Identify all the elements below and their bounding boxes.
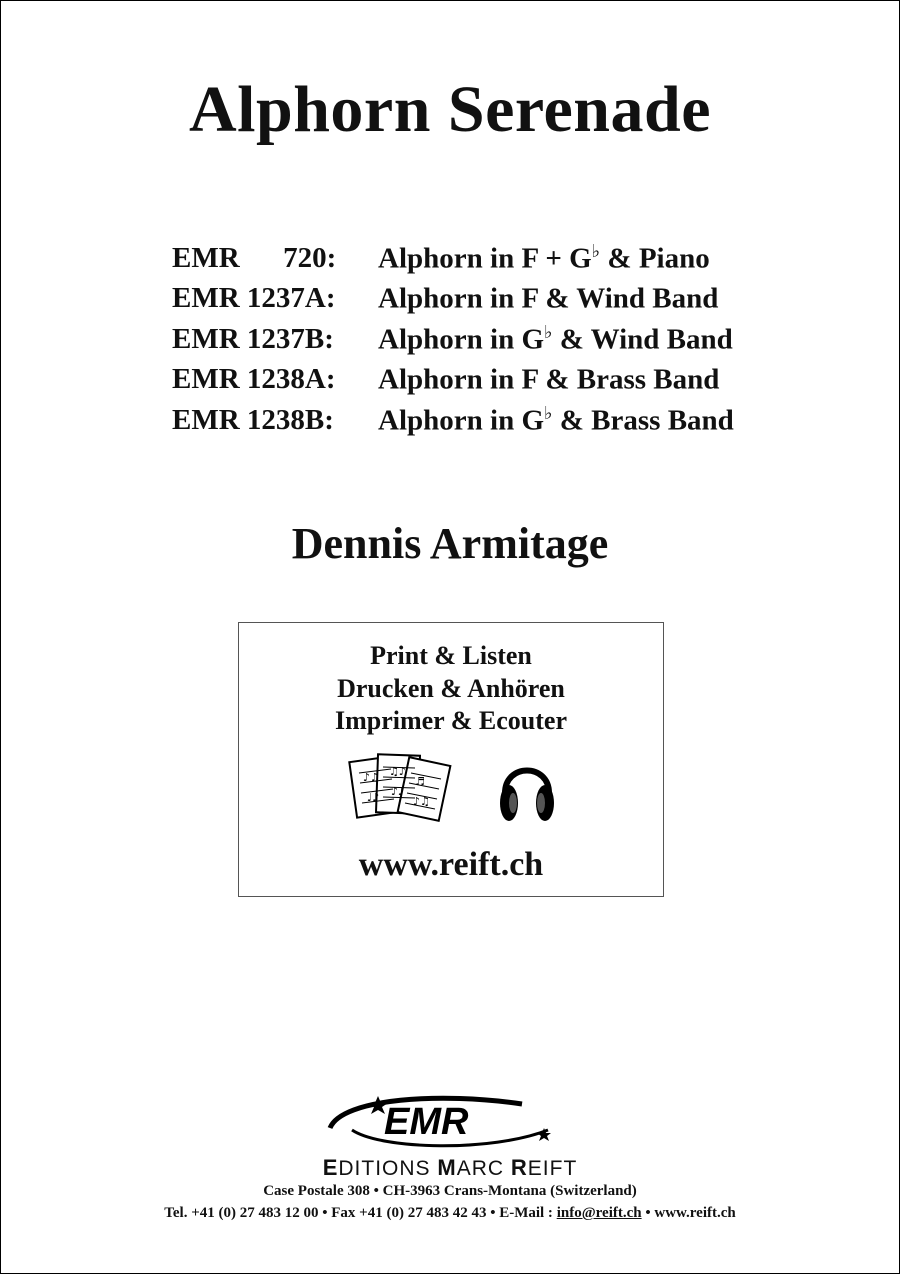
svg-text:♬: ♬ — [415, 775, 425, 788]
edition-row — [172, 238, 734, 279]
svg-text:♪♫: ♪♫ — [413, 795, 430, 808]
edition-description: Alphorn in G♭ & Wind Band — [378, 321, 733, 356]
svg-text:♫♪: ♫♪ — [389, 765, 406, 778]
promo-line-de: Drucken & Anhören — [337, 674, 565, 703]
edition-code: EMR 1237B: — [172, 322, 334, 355]
sheet-music-icon — [347, 749, 457, 834]
edition-row — [172, 319, 734, 360]
page-title: Alphorn Serenade — [188, 73, 711, 146]
svg-text:♪♩: ♪♩ — [391, 785, 404, 798]
edition-row — [172, 279, 734, 320]
publisher-name: EDITIONS MARC REIFT — [322, 1155, 578, 1180]
edition-description: Alphorn in F & Brass Band — [378, 364, 720, 397]
publisher-contact: Tel. +41 (0) 27 483 12 00 • Fax +41 (0) 27 483 42 43 • E-Mail : info@reift.ch • www.reift.ch — [164, 1205, 736, 1221]
composer-name: Dennis Armitage — [291, 519, 609, 568]
promo-line-en: Print & Listen — [370, 641, 532, 670]
edition-code: EMR 1238A: — [172, 363, 336, 396]
edition-code: EMR 1237A: — [172, 282, 336, 315]
promo-line-fr: Imprimer & Ecouter — [334, 706, 567, 735]
email-link[interactable]: info@reift.ch — [556, 1205, 642, 1221]
edition-code: EMR 1238B: — [172, 403, 334, 436]
svg-text:EMR: EMR — [384, 1101, 469, 1143]
print-listen-box[interactable] — [238, 622, 664, 897]
edition-description: Alphorn in F + G♭ & Piano — [378, 240, 710, 275]
edition-description: Alphorn in G♭ & Brass Band — [378, 402, 734, 437]
edition-row — [172, 360, 734, 401]
publisher-address: Case Postale 308 • CH-3963 Crans-Montana (Switzerland) — [263, 1183, 637, 1199]
website-link[interactable]: www.reift.ch — [358, 846, 544, 883]
edition-code: EMR 720: — [172, 241, 337, 274]
svg-text:♪♫: ♪♫ — [363, 771, 380, 784]
edition-list — [172, 238, 734, 441]
headphones-icon — [497, 749, 557, 834]
edition-description: Alphorn in F & Wind Band — [378, 283, 719, 316]
emr-logo — [322, 1090, 572, 1157]
svg-text:♩♪: ♩♪ — [367, 791, 380, 804]
edition-row — [172, 400, 734, 441]
